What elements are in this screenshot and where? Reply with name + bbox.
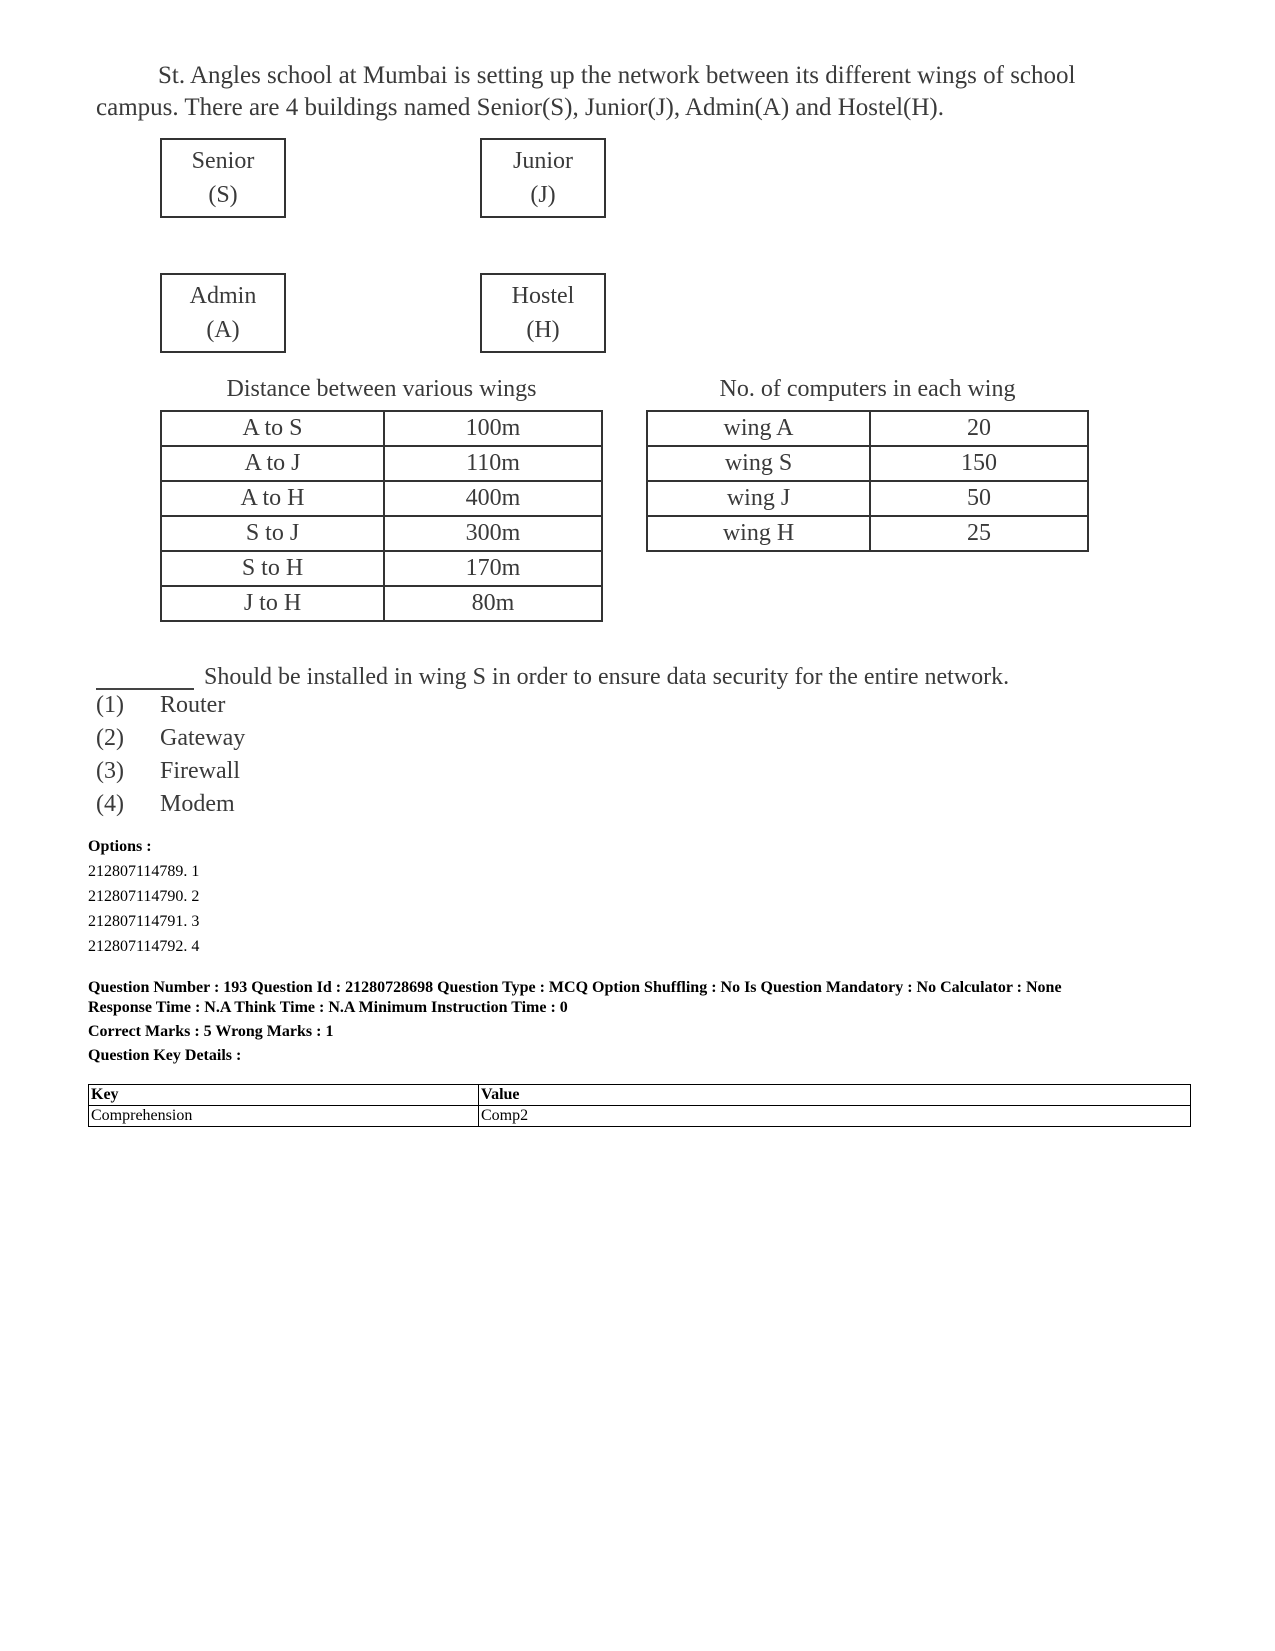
distance-table-caption: Distance between various wings [226,376,537,402]
table-row [647,516,1088,551]
table-cell: 110m [384,446,602,481]
building-senior [160,138,286,218]
computers-table [646,410,1089,552]
option-item: 212807114790. 2 [88,888,200,905]
table-cell: 80m [384,586,602,621]
meta-line-2: Response Time : N.A Think Time : N.A Minimum Instruction Time : 0 [88,999,568,1016]
question-key-table [88,1084,1191,1127]
table-cell: 400m [384,481,602,516]
table-cell: wing J [647,481,870,516]
marks-line: Correct Marks : 5 Wrong Marks : 1 [88,1023,334,1040]
column-header-key: Key [91,1086,119,1103]
table-cell: A to J [161,446,384,481]
meta-line-1: Question Number : 193 Question Id : 21280728698 Question Type : MCQ Option Shuffling : No Is Question Mandatory : No Calculator : None [88,979,1062,996]
building-code: (J) [530,182,556,208]
table-cell: wing A [647,411,870,446]
choice-number: (4) [96,791,124,817]
option-item: 212807114791. 3 [88,913,200,930]
building-name: Junior [513,148,573,174]
table-row [161,586,602,621]
table-cell: A to S [161,411,384,446]
choice-text: Firewall [160,758,240,784]
table-cell: 150 [870,446,1088,481]
table-row [161,516,602,551]
table-cell: wing S [647,446,870,481]
choice-3 [96,758,240,785]
table-cell: 170m [384,551,602,586]
table-row [647,411,1088,446]
building-name: Admin [189,283,257,309]
choice-4 [96,791,235,818]
building-junior [480,138,606,218]
building-name: Senior [191,148,255,174]
choice-2 [96,725,245,752]
options-block [88,836,199,962]
building-name: Hostel [511,283,575,309]
choice-number: (1) [96,692,124,718]
choice-text: Modem [160,791,235,817]
choice-number: (2) [96,725,124,751]
table-row [161,446,602,481]
choice-text: Router [160,692,226,718]
table-cell: A to H [161,481,384,516]
table-row [161,411,602,446]
table-cell: 25 [870,516,1088,551]
choice-text: Gateway [160,725,246,751]
distance-table [160,410,603,622]
table-cell: Comprehension [89,1106,479,1127]
table-row [89,1106,1191,1127]
building-code: (H) [526,317,560,343]
answer-blank [96,688,194,690]
building-code: (A) [206,317,240,343]
intro-line-1: St. Angles school at Mumbai is setting up the network between its different wings of school [158,62,1076,89]
question-meta [88,978,1208,1066]
question-stem: Should be installed in wing S in order to ensure data security for the entire network. [204,664,1010,690]
table-header-row [89,1085,1191,1106]
option-item: 212807114789. 1 [88,863,200,880]
table-row [161,551,602,586]
intro-line-2: campus. There are 4 buildings named Senior(S), Junior(J), Admin(A) and Hostel(H). [96,94,944,121]
table-cell: S to J [161,516,384,551]
building-admin [160,273,286,353]
table-cell: Comp2 [479,1106,1191,1127]
table-row [647,481,1088,516]
table-cell: 50 [870,481,1088,516]
table-cell: 100m [384,411,602,446]
choice-number: (3) [96,758,124,784]
building-code: (S) [208,182,238,208]
key-details-heading: Question Key Details : [88,1047,242,1064]
table-cell: J to H [161,586,384,621]
table-cell: 20 [870,411,1088,446]
choice-1 [96,692,225,719]
option-item: 212807114792. 4 [88,938,200,955]
table-cell: wing H [647,516,870,551]
column-header-value: Value [481,1086,520,1103]
options-heading: Options : [88,838,152,855]
table-cell: 300m [384,516,602,551]
question-intro [96,60,1216,124]
computers-table-caption: No. of computers in each wing [719,376,1016,402]
building-hostel [480,273,606,353]
table-cell: S to H [161,551,384,586]
table-row [161,481,602,516]
table-row [647,446,1088,481]
